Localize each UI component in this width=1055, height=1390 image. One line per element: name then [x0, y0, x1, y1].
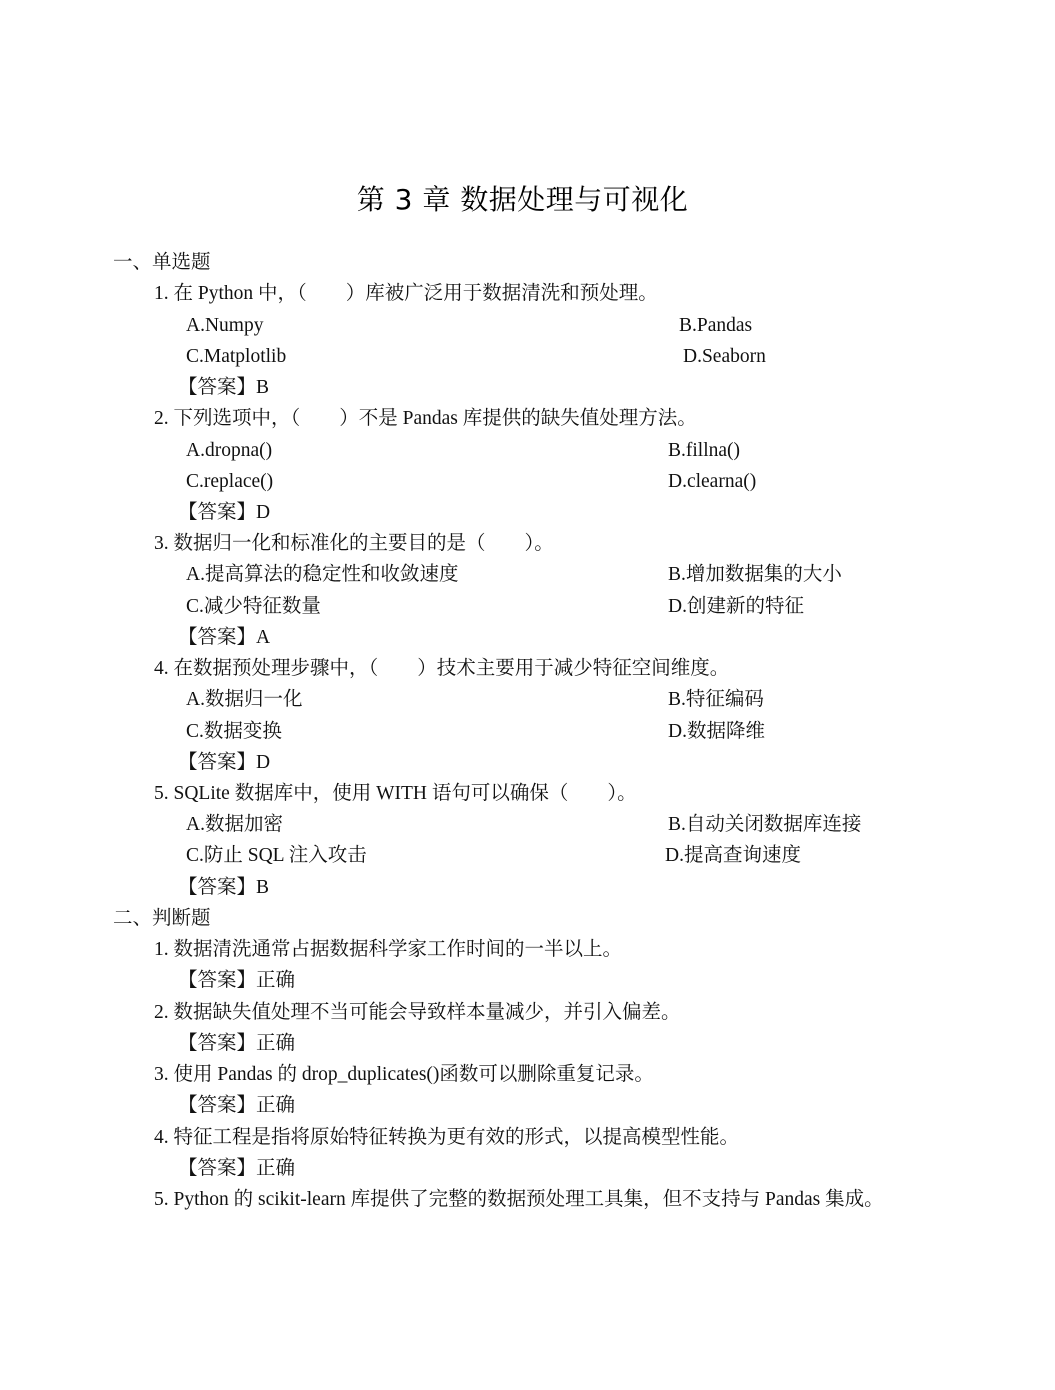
- question-text: 4. 在数据预处理步骤中，（ ）技术主要用于减少特征空间维度。: [154, 658, 730, 679]
- option-a: A.提高算法的稳定性和收敛速度: [186, 564, 459, 585]
- question-text: 1. 在 Python 中，（ ）库被广泛用于数据清洗和预处理。: [154, 283, 658, 304]
- option-a: A.数据归一化: [186, 689, 303, 710]
- option-a: A.Numpy: [186, 315, 264, 336]
- question-text: 5. SQLite 数据库中，使用 WITH 语句可以确保（ ）。: [154, 783, 637, 804]
- option-d: D.创建新的特征: [668, 596, 804, 617]
- option-a: A.数据加密: [186, 814, 283, 835]
- question-text: 5. Python 的 scikit-learn 库提供了完整的数据预处理工具集，但不支持与 Pandas 集成。: [154, 1189, 884, 1210]
- option-b: B.增加数据集的大小: [668, 564, 842, 585]
- option-d: D.Seaborn: [683, 346, 766, 367]
- section-heading-true-false: 二、判断题: [113, 908, 211, 929]
- option-c: C.数据变换: [186, 721, 282, 742]
- question-text: 2. 下列选项中，（ ）不是 Pandas 库提供的缺失值处理方法。: [154, 408, 697, 429]
- answer: 【答案】B: [178, 377, 270, 398]
- option-c: C.replace(): [186, 471, 274, 492]
- answer: 【答案】B: [178, 877, 270, 898]
- question-text: 2. 数据缺失值处理不当可能会导致样本量减少，并引入偏差。: [154, 1002, 681, 1023]
- section-heading-single-choice: 一、单选题: [113, 252, 211, 273]
- option-d: D.数据降维: [668, 721, 765, 742]
- question-text: 3. 数据归一化和标准化的主要目的是（ ）。: [154, 533, 554, 554]
- option-d: D.提高查询速度: [665, 845, 801, 866]
- option-a: A.dropna(): [186, 440, 273, 461]
- answer: 【答案】正确: [178, 1095, 296, 1116]
- answer: 【答案】正确: [178, 970, 296, 991]
- question-text: 1. 数据清洗通常占据数据科学家工作时间的一半以上。: [154, 939, 623, 960]
- option-d: D.clearna(): [668, 471, 757, 492]
- question-text: 4. 特征工程是指将原始特征转换为更有效的形式，以提高模型性能。: [154, 1127, 740, 1148]
- answer: 【答案】A: [178, 627, 271, 648]
- answer: 【答案】正确: [178, 1158, 296, 1179]
- chapter-title: 第 3 章 数据处理与可视化: [356, 183, 689, 216]
- answer: 【答案】D: [178, 502, 271, 523]
- option-c: C.防止 SQL 注入攻击: [186, 845, 367, 866]
- option-b: B.Pandas: [679, 315, 753, 336]
- option-b: B.自动关闭数据库连接: [668, 814, 862, 835]
- answer: 【答案】D: [178, 752, 271, 773]
- answer: 【答案】正确: [178, 1033, 296, 1054]
- option-b: B.特征编码: [668, 689, 764, 710]
- question-text: 3. 使用 Pandas 的 drop_duplicates()函数可以删除重复记录。: [154, 1064, 654, 1085]
- option-c: C.Matplotlib: [186, 346, 287, 367]
- option-c: C.减少特征数量: [186, 596, 321, 617]
- option-b: B.fillna(): [668, 440, 741, 461]
